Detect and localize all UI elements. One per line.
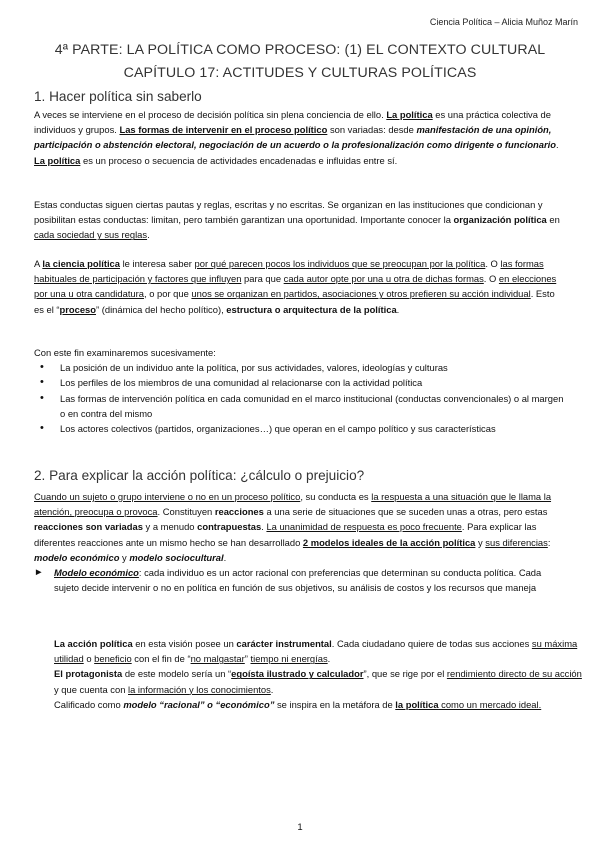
emphasis: la ciencia política (42, 258, 120, 269)
emphasis: 2 modelos ideales de la acción política (302, 536, 476, 548)
emphasis: Las formas de intervenir en el proceso político (119, 124, 328, 136)
model-economic-item: ► Modelo económico: cada individuo es un actor racional con preferencias que determinan su conducta política. Cada sujeto decide intervenir o no en política en función de sus objetivos, su análisis de costos y los recursos que maneja (34, 567, 542, 594)
emphasis: en elecciones por una u otra candidatura (34, 273, 557, 300)
emphasis: sus diferencias (485, 536, 548, 548)
section-1-paragraph-1: A veces se interviene en el proceso de decisión política sin plena conciencia de ello. La política es una práctica colectiva de individuos y grupos. Las formas de intervenir en el proceso político son variadas: desde manifestación de una opinión, participación o abstención electoral, negociación de un acuerdo o la profesionalización como dirigente o funcionario. La política es un proceso o secuencia de actividades encadenadas e influidas entre sí. (34, 109, 559, 166)
section-1-paragraph-2: Estas conductas siguen ciertas pautas y reglas, escritas y no escritas. Se organizan en las instituciones que condicionan y posibilitan estas conductas: limitan, pero también garantizan una oportunidad. Importante conocer la organización política en cada sociedad y sus reglas. (34, 199, 560, 241)
emphasis: manifestación de una opinión, participación o abstención electoral, negociación de un acuerdo o la profesionalización como dirigente o funcionario (34, 124, 556, 151)
emphasis: unos se organizan en partidos, asociaciones y otros prefieren su acción individual (191, 288, 531, 300)
page-number: 1 (297, 822, 303, 833)
emphasis: la información y los conocimientos (128, 683, 271, 695)
emphasis: por qué parecen pocos los individuos que se preocupan por la política (194, 258, 486, 269)
emphasis: modelo “racional” o “económico” (123, 698, 275, 710)
bullet-list (34, 360, 566, 436)
emphasis: rendimiento directo de su acción (446, 668, 582, 680)
emphasis: su máxima utilidad (54, 638, 578, 665)
emphasis: como un mercado ideal. (438, 698, 542, 710)
emphasis: El protagonista (54, 668, 123, 680)
emphasis: no malgastar (190, 653, 245, 665)
emphasis: La acción política (54, 638, 133, 649)
emphasis: carácter instrumental (236, 638, 332, 649)
emphasis: cada autor opte por una u otra de dichas formas (283, 273, 484, 285)
emphasis: reacciones (214, 506, 264, 518)
list-item: • La posición de un individuo ante la política, por sus actividades, valores, ideologías y culturas (34, 360, 566, 375)
emphasis: Cuando un sujeto o grupo interviene o no en un proceso político (34, 491, 301, 502)
section-1-heading: 1. Hacer política sin saberlo (34, 89, 202, 104)
emphasis: la política (395, 698, 439, 710)
emphasis: las formas habituales de participación y factores que influyen (34, 258, 544, 285)
emphasis: organización política (453, 214, 547, 226)
emphasis: estructura o arquitectura de la política (226, 303, 397, 315)
emphasis: La política (386, 109, 433, 120)
running-head: Ciencia Política – Alicia Muñoz Marín (429, 17, 578, 27)
part-title: 4ª PARTE: LA POLÍTICA COMO PROCESO: (1) EL CONTEXTO CULTURAL (54, 42, 546, 58)
section-2-paragraph-1: Cuando un sujeto o grupo interviene o no en un proceso político, su conducta es la respuesta a una situación que le llama la atención, preocupa o provoca. Constituyen reacciones a una serie de situaciones que se suceden unas a otras, pero estas reacciones son variadas y a menudo contrapuestas. La unanimidad de respuesta es poco frecuente. Para explicar las diferentes reacciones ante un mismo hecho se han desarrollado 2 modelos ideales de la acción política y sus diferencias: modelo económico y modelo sociocultural. ► Modelo económico: cada individuo es un actor racional con preferencias que determinan su conducta política. Cada sujeto decide intervenir o no en política en función de sus objetivos, su análisis de costos y los recursos que maneja (34, 489, 566, 595)
chapter-title: CAPÍTULO 17: ACTITUDES Y CULTURAS POLÍTICAS (123, 65, 477, 81)
emphasis: Modelo económico (54, 567, 139, 579)
emphasis: proceso (59, 303, 97, 315)
section-2-heading: 2. Para explicar la acción política: ¿cálculo o prejuicio? (34, 468, 365, 483)
section-2-paragraph-2: La acción política en esta visión posee un carácter instrumental. Cada ciudadano quiere de todas sus acciones su máxima utilidad o beneficio con el fin de “no malgastar” tiempo ni energías. El protagonista de este modelo sería un “egoísta ilustrado y calculador”, que se rige por el rendimiento directo de su acción y que cuenta con la información y los conocimientos. Calificado como modelo “racional” o “económico” se inspira en la metáfora de la política como un mercado ideal. (54, 638, 582, 710)
emphasis: cada sociedad y sus reglas (34, 229, 148, 241)
emphasis: reacciones son variadas (34, 521, 143, 533)
section-1-paragraph-3: A la ciencia política le interesa saber por qué parecen pocos los individuos que se preocupan por la política. O las formas habituales de participación y factores que influyen para que cada autor opte por una u otra de dichas formas. O en elecciones por una u otra candidatura, o por que unos se organizan en partidos, asociaciones y otros prefieren su acción individual. Esto es el “proceso” (dinámica del hecho político), estructura o arquitectura de la política. (34, 258, 557, 315)
emphasis: modelo sociocultural (129, 551, 224, 563)
emphasis: tiempo ni energías (250, 653, 328, 665)
list-item: • Las formas de intervención política en cada comunidad en el marco institucional (conductas convencionales) o al margen o en contra del mismo (34, 391, 566, 421)
list-item: • Los perfiles de los miembros de una comunidad al relacionarse con la actividad política (34, 375, 566, 390)
emphasis: egoísta ilustrado y calculador (231, 668, 364, 680)
emphasis: La política (34, 154, 81, 166)
emphasis: modelo económico (34, 551, 120, 563)
emphasis: contrapuestas (197, 521, 262, 533)
arrow-bullet-icon: ► (34, 567, 44, 579)
section-1-paragraph-4 (34, 345, 566, 436)
emphasis: beneficio (94, 653, 132, 665)
list-intro: Con este fin examinaremos sucesivamente: (34, 347, 216, 358)
list-item: • Los actores colectivos (partidos, organizaciones…) que operan en el campo político y sus características (34, 421, 566, 436)
emphasis: la respuesta a una situación que le llama la atención, preocupa o provoca (34, 491, 552, 518)
emphasis: La unanimidad de respuesta es poco frecuente (266, 521, 462, 533)
